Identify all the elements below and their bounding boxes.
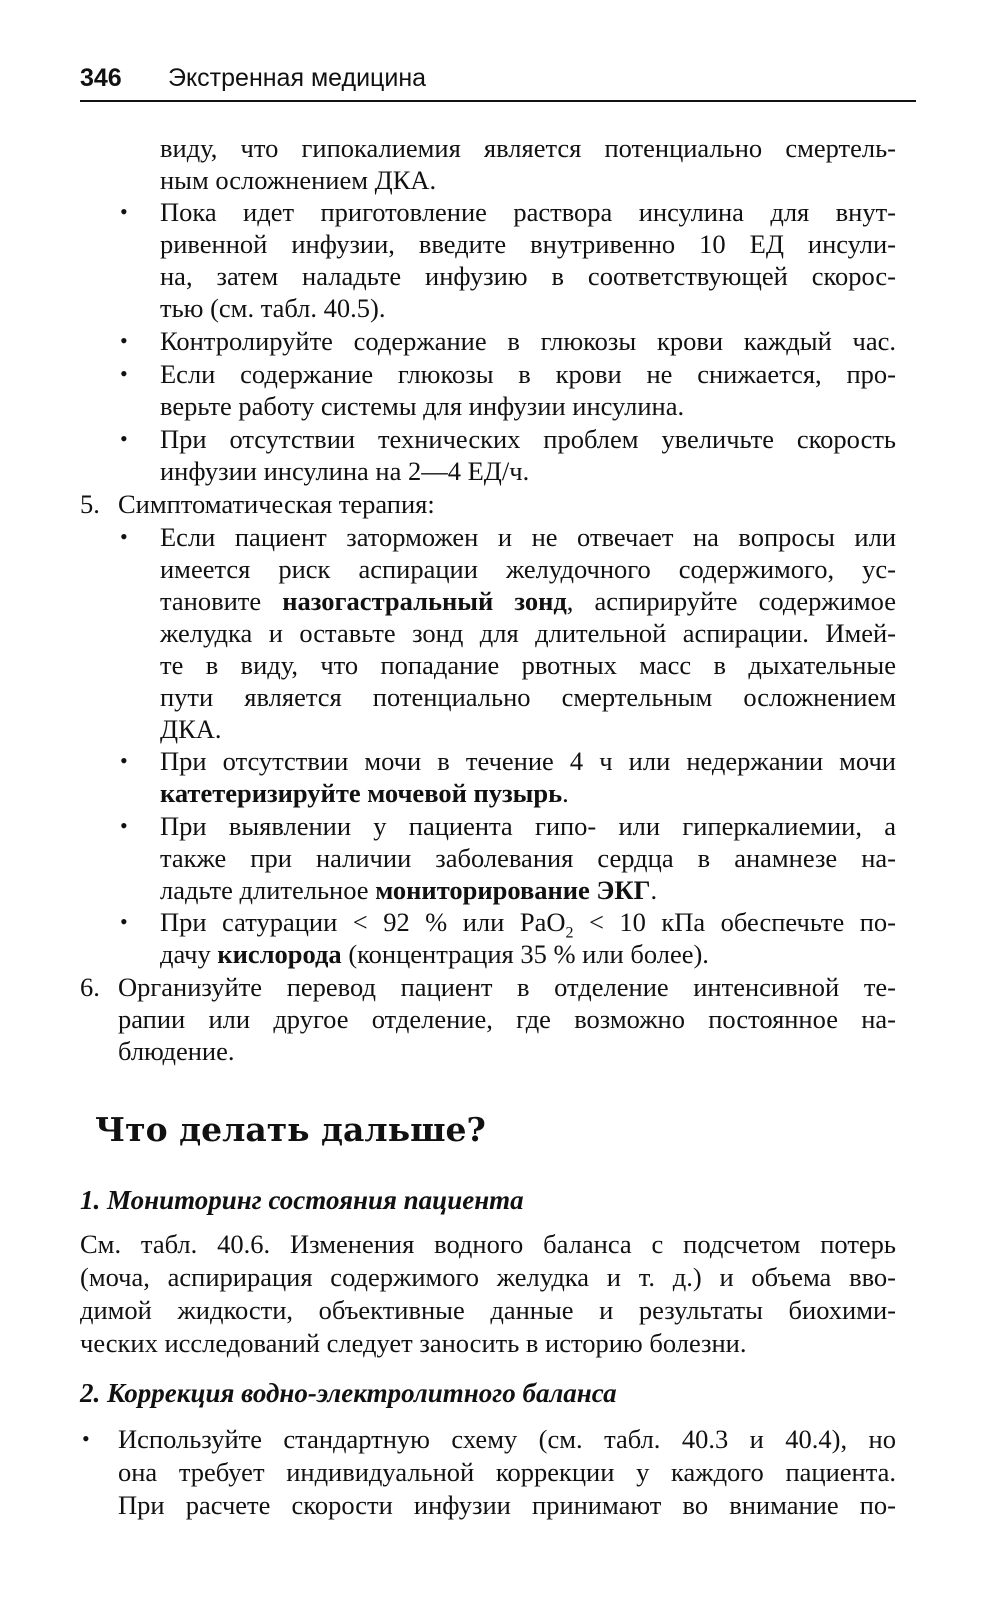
text-line: Пока идет приготовление раствора инсулина для внут- [160,197,896,227]
text-line: Организуйте перевод пациент в отделение интенсивной те- [118,972,896,1002]
running-title: Экстренная медицина [168,64,427,92]
bold-term: мониторирование ЭКГ [375,875,651,905]
text-line: ДКА. [160,714,222,744]
bold-term: назогастральный зонд [282,586,567,616]
text-line: пути является потенциально смертельным осложнением [160,682,896,712]
list-number: 5. [80,489,100,519]
text-line: ным осложнением ДКА. [160,165,437,195]
page-number: 346 [80,64,122,92]
text-line: При отсутствии технических проблем увеличьте скорость [160,424,896,454]
text-line: верьте работу системы для инфузии инсулина. [160,391,685,421]
text-line: также при наличии заболевания сердца в анамнезе на- [160,843,896,873]
text-line: она требует индивидуальной коррекции у каждого пациента. [118,1457,896,1487]
text-line: Используйте стандартную схему (см. табл. 40.3 и 40.4), но [118,1424,896,1454]
text-line: При расчете скорости инфузии принимают во внимание по- [118,1490,896,1520]
text-line: Симптоматическая терапия: [118,489,435,519]
bullet-icon: • [120,361,128,386]
text-line: виду, что гипокалиемия является потенциально смертель- [160,133,896,163]
bullet-icon: • [120,748,128,773]
subsection-heading: 1. Мониторинг состояния пациента [80,1185,524,1215]
section-heading: Что делать дальше? [95,1110,486,1149]
text-line: Если пациент заторможен и не отвечает на вопросы или [160,522,896,552]
text-line: инфузии инсулина на 2—4 ЕД/ч. [160,456,530,486]
text-line: тановите назогастральный зонд, аспирируйте содержимое [160,586,896,616]
text-line: ческих исследований следует заносить в историю болезни. [80,1328,747,1358]
text-line: блюдение. [118,1036,235,1066]
text-line: те в виду, что попадание рвотных масс в дыхательные [160,650,896,680]
text-line: на, затем наладьте инфузию в соответствующей скорос- [160,261,896,291]
text-line: димой жидкости, объективные данные и результаты биохими- [80,1295,896,1325]
text-line: ладьте длительное мониторирование ЭКГ. [160,875,658,905]
text-line: тью (см. табл. 40.5). [160,293,386,323]
bold-term: катетеризируйте мочевой пузырь [160,778,563,808]
subscript: 2 [565,924,574,942]
bullet-icon: • [120,426,128,451]
text-line: См. табл. 40.6. Изменения водного баланса с подсчетом потерь [80,1229,896,1259]
text-line: При сатурации < 92 % или PaO$_2$ < 10 кПа обеспечьте по- [160,907,896,942]
list-number: 6. [80,972,100,1002]
subsection-heading: 2. Коррекция водно-электролитного баланса [80,1378,617,1408]
text-line: Контролируйте содержание в глюкозы крови каждый час. [160,326,896,356]
text-line: желудка и оставьте зонд для длительной аспирации. Имей- [160,618,896,648]
text-line: При отсутствии мочи в течение 4 ч или недержании мочи [160,746,896,776]
text-line: ривенной инфузии, введите внутривенно 10 ЕД инсули- [160,229,896,259]
text-line: имеется риск аспирации желудочного содержимого, ус- [160,554,896,584]
text-line: При выявлении у пациента гипо- или гиперкалиемии, а [160,811,896,841]
text-line: Если содержание глюкозы в крови не снижается, про- [160,359,896,389]
bullet-icon: • [120,328,128,353]
running-header [80,64,916,102]
text-line: (моча, аспирирация содержимого желудка и т. д.) и объема вво- [80,1262,896,1292]
text-line: катетеризируйте мочевой пузырь. [160,778,569,808]
bullet-icon: • [120,813,128,838]
bullet-icon: • [82,1426,90,1451]
text-line: рапии или другое отделение, где возможно постоянное на- [118,1004,896,1034]
bullet-icon: • [120,909,128,934]
bullet-icon: • [120,524,128,549]
bold-term: кислорода [217,939,342,969]
text-line: дачу кислорода (концентрация 35 % или более). [160,939,709,969]
bullet-icon: • [120,199,128,224]
